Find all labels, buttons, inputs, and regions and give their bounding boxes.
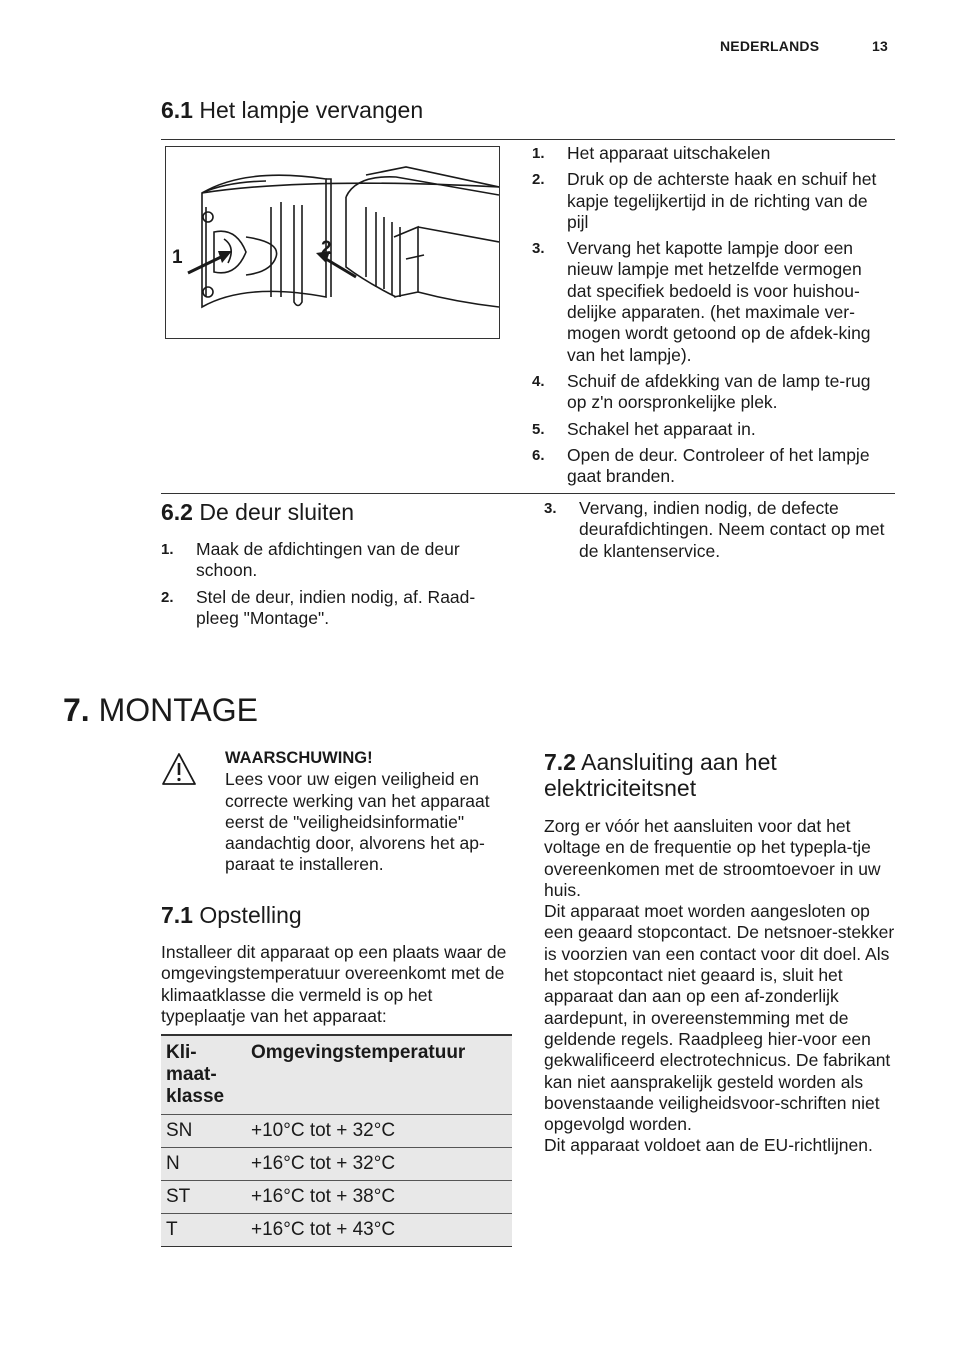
- table-row: SN +10°C tot + 32°C: [161, 1115, 512, 1148]
- table-row: T +16°C tot + 43°C: [161, 1214, 512, 1247]
- list-item: 6. Open de deur. Controleer of het lampje gaat branden.: [532, 444, 870, 487]
- section-6-1-heading: [161, 97, 423, 123]
- list-item: 5. Schakel het apparaat in.: [532, 418, 756, 439]
- page-number: 13: [872, 38, 888, 54]
- door-steps-list: [161, 539, 506, 634]
- section-number: 7.2: [544, 749, 576, 775]
- warning-block: [225, 748, 515, 876]
- section-number: 6.1: [161, 97, 193, 123]
- section-title: Opstelling: [199, 902, 302, 928]
- list-item: 2. Stel de deur, indien nodig, af. Raad-pleeg "Montage".: [161, 586, 476, 628]
- lamp-steps-list: [532, 143, 887, 492]
- list-item: 4. Schuif de afdekking van de lamp te-rug op z'n oorspronkelijke plek.: [532, 370, 871, 413]
- list-item: 3. Vervang het kapotte lampje door een nieuw lampje met hetzelfde vermogen dat specifiek bedoeld is voor huishou-delijke apparaten. (het maximale ver-mogen wordt getoond op de afdek-king van het lampje).: [532, 238, 871, 365]
- paragraph: Dit apparaat voldoet aan de EU-richtlijnen.: [544, 1135, 873, 1156]
- section-number: 7.1: [161, 902, 193, 928]
- figure-label-2: 2: [321, 238, 332, 259]
- paragraph: Zorg er vóór het aansluiten voor dat het voltage en de frequentie op het typepla-tje overeenkomen met de stroomtoevoer in uw huis.: [544, 816, 881, 900]
- door-steps-list-continued: [544, 498, 889, 567]
- list-item: 3. Vervang, indien nodig, de defecte deurafdichtingen. Neem contact op met de klantenservice.: [544, 498, 885, 561]
- placement-intro: Installeer dit apparaat op een plaats waar de omgevingstemperatuur overeenkomt met de klimaatklasse die vermeld is op het typeplaatje van het apparaat:: [161, 942, 507, 1026]
- electrical-connection-text: [544, 816, 896, 1157]
- running-header: [720, 38, 888, 54]
- climate-class-table: [161, 1034, 512, 1247]
- section-number: 6.2: [161, 499, 193, 525]
- section-7-2-heading: [544, 749, 844, 801]
- divider: [161, 493, 895, 494]
- list-item: 1. Maak de afdichtingen van de deur schoon.: [161, 539, 460, 581]
- header-language: NEDERLANDS: [720, 38, 820, 54]
- section-title: Het lampje vervangen: [199, 97, 424, 123]
- list-item: 2. Druk op de achterste haak en schuif het kapje tegelijkertijd in de richting van de pijl: [532, 169, 877, 232]
- section-title: Aansluiting aan het elektriciteitsnet: [544, 749, 777, 801]
- section-title: De deur sluiten: [199, 499, 355, 525]
- lamp-cover-illustration: [166, 147, 499, 338]
- table-row: N +16°C tot + 32°C: [161, 1148, 512, 1181]
- table-row: ST +16°C tot + 38°C: [161, 1181, 512, 1214]
- warning-triangle-icon: [161, 752, 197, 788]
- divider: [161, 139, 895, 140]
- chapter-7-heading: [63, 692, 258, 728]
- section-6-2-heading: [161, 499, 354, 525]
- chapter-title: MONTAGE: [98, 692, 258, 728]
- warning-text: Lees voor uw eigen veiligheid en correcte werking van het apparaat eerst de "veiligheidsinformatie" aandachtig door, alvorens het ap-paraat te installeren.: [225, 769, 490, 875]
- figure-label-1: 1: [172, 247, 183, 268]
- section-7-1-heading: [161, 902, 302, 928]
- table-header-row: [161, 1035, 512, 1115]
- chapter-number: 7.: [63, 692, 90, 728]
- column-header: Kli-maat-klasse: [161, 1035, 246, 1115]
- lamp-replacement-figure: [165, 146, 500, 339]
- paragraph: Dit apparaat moet worden aangesloten op een geaard stopcontact. De netsnoer-stekker is voorzien van een contact voor dit doel. Als het stopcontact niet geaard is, sluit het apparaat dan aan op een af-zonderlijk aardepunt, in overeenstemming met de geldende regels. Raadpleeg hier-voor een gekwalificeerd electrotechnicus. De fabrikant kan niet aansprakelijk gesteld worden als bovenstaande veiligheidsvoor-schriften niet opgevolgd worden.: [544, 901, 895, 1135]
- column-header: Omgevingstemperatuur: [246, 1035, 512, 1115]
- list-item: 1. Het apparaat uitschakelen: [532, 143, 771, 163]
- warning-title: WAARSCHUWING!: [225, 749, 373, 767]
